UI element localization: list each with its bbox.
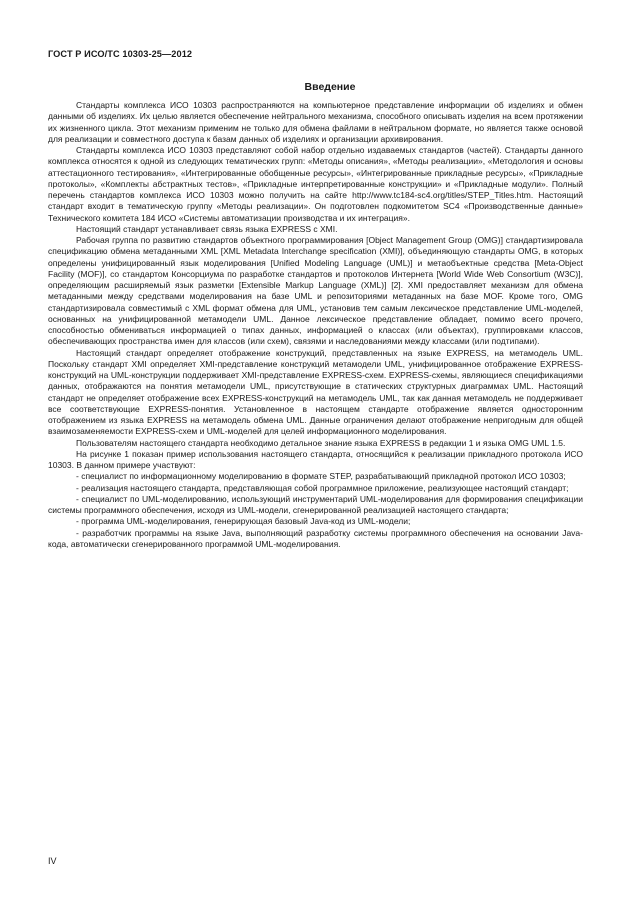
list-item: - специалист по UML-моделированию, использующий инструментарий UML-моделирования для формирования спецификации системы программного обеспечения, исходя из UML-модели, сгенерированной реализацией настоящего стандарта;	[48, 493, 583, 515]
section-title: Введение	[304, 81, 356, 93]
list-item: - реализация настоящего стандарта, представляющая собой программное приложение, реализующее настоящий стандарт;	[76, 482, 569, 493]
document-body	[48, 100, 583, 550]
list-item: - программа UML-моделирования, генерирующая базовый Java-код из UML-модели;	[76, 516, 411, 527]
document-header-code: ГОСТ Р ИСО/ТС 10303-25—2012	[48, 49, 193, 59]
page-number: IV	[48, 856, 57, 866]
list-item: - разработчик программы на языке Java, выполняющий разработку системы программного обеспечения на основании Java-кода, автоматически сгенерированного программой UML-моделирования.	[48, 527, 583, 549]
paragraph-express-xmi: Настоящий стандарт устанавливает связь языка EXPRESS с XMI.	[76, 223, 338, 234]
list-item: - специалист по информационному моделированию в формате STEP, разрабатывающий прикладной протокол ИСО 10303;	[76, 471, 566, 482]
paragraph-users: Пользователям настоящего стандарта необходимо детальное знание языка EXPRESS в редакции 1 и языка OMG UML 1.5.	[76, 437, 566, 448]
paragraph-figure-example: На рисунке 1 показан пример использования настоящего стандарта, относящийся к реализации прикладного протокола ИСО 10303. В данном примере участвуют:	[48, 448, 583, 470]
paragraph-scope: Стандарты комплекса ИСО 10303 распространяются на компьютерное представление информации об изделиях и обмен данными об изделиях. Их целью является обеспечение нейтрального механизма, способного описывать изделия на всем протяжении их жизненного цикла. Этот механизм применим не только для обмена файлами в нейтральном формате, но является также основой для реализации и совместного доступа к базам данных об изделиях и организации архивирования.	[48, 100, 583, 144]
paragraph-omg-xmi: Рабочая группа по развитию стандартов объектного программирования [Object Management Group (OMG)] стандартизировала спецификацию обмена метаданными XML [XML Metadata Interchange specification (XMI)], объединяющую стандарты OMG, в которых определены унифицированный язык моделирования [Unified Modeling Language (UML)] и метаобъектные средства [Meta-Object Facility (MOF)], со стандартом Консорциума по разработке стандартов и протоколов Интернета [World Wide Web Consortium (W3C)], определяющим расширяемый язык разметки [Extensible Markup Language (XML)] [2]. XMI предоставляет механизм для обмена метаданными между средствами моделирования на базе UML и репозиториями метаданных на базе MOF. Кроме того, OMG стандартизировала совместимый с XML формат обмена для UML, установив тем самым лексическое представление UML-моделей, основанных на унифицированной метамодели UML. Данное лексическое представление обладает, помимо всего прочего, способностью обмениваться информацией о типах данных, информацией о классах (или объектах), группировками классов, обеспечивающих пространства имен для классов (или схем), связями и наследованиями между классами (или подтипами).	[48, 235, 583, 347]
paragraph-mapping: Настоящий стандарт определяет отображение конструкций, представленных на языке EXPRESS, на метамодель UML. Поскольку стандарт XMI определяет XMI-представление конструкций метамодели UML, унифицированное отображение EXPRESS-конструкций на UML-конструкции поддерживает XMI-представление EXPRESS-схем. EXPRESS-схемы, являющиеся спецификациями данных, отображаются на понятия метамодели UML, присутствующие в статических структурных диаграммах UML. Настоящий стандарт не определяет отображение всех EXPRESS-конструкций на метамодель UML, так как данная метамодель не поддерживает все соответствующие EXPRESS-понятия. Установленное в настоящем стандарте отображение является односторонним отображением из языка EXPRESS на метамодель обмена UML. Данные ограничения делают отображение непригодным для общей взаимозаменяемости EXPRESS-схем и UML-моделей для целей информационного моделирования.	[48, 347, 583, 437]
paragraph-series-parts: Стандарты комплекса ИСО 10303 представляют собой набор отдельно издаваемых стандартов (частей). Стандарты данного комплекса относятся к одной из следующих тематических групп: «Методы описания», «Методы реализации», «Методология и основы аттестационного тестирования», «Интегрированные обобщенные ресурсы», «Интегрированные прикладные ресурсы», «Прикладные протоколы», «Комплекты абстрактных тестов», «Прикладные интерпретированные конструкции» и «Прикладные модули». Полный перечень стандартов комплекса ИСО 10303 можно получить на сайте http://www.tc184-sc4.org/titles/STEP_Titles.htm. Настоящий стандарт входит в тематическую группу «Методы реализации». Он подготовлен подкомитетом SC4 «Производственные данные» Технического комитета 184 ИСО «Системы автоматизации производства и их интеграция».	[48, 145, 583, 223]
